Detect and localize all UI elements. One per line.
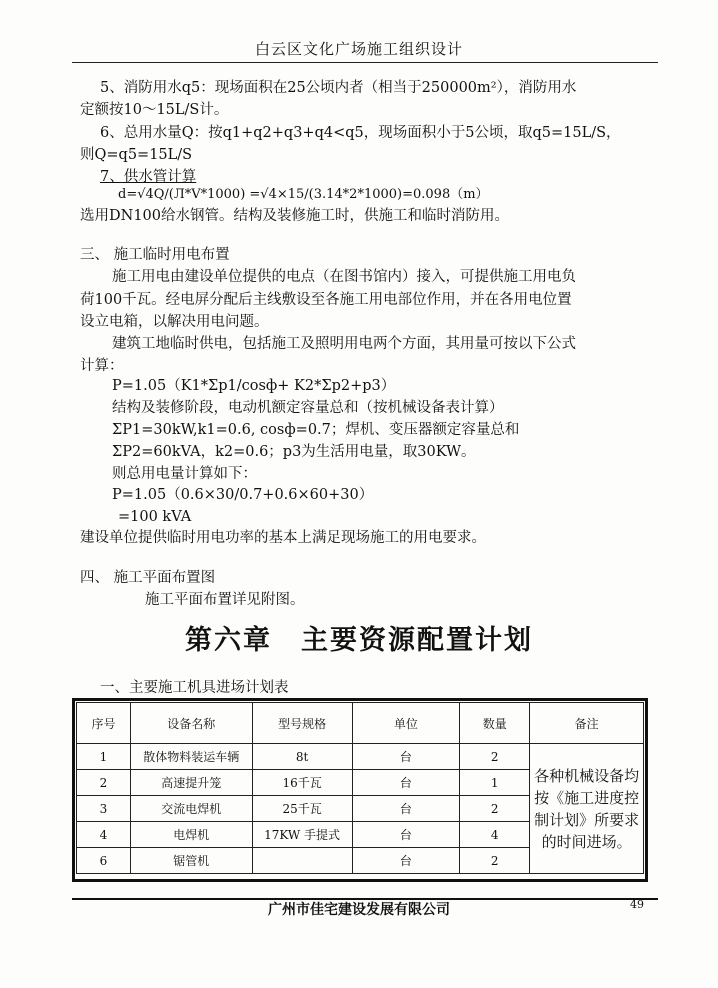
running-header-title: 白云区文化广场施工组织设计 (254, 40, 463, 58)
table-row (77, 744, 644, 770)
text-line: 设立电箱，以解决用电问题。 (80, 314, 269, 330)
section-heading-electric: 三、 施工临时用电布置 (80, 247, 230, 263)
table-cell: 高速提升笼 (130, 770, 252, 796)
table-cell: 台 (352, 744, 460, 770)
table-cell: 散体物料装运车辆 (130, 744, 252, 770)
table-cell: 台 (352, 822, 460, 848)
text-line: 5、消防用水q5：现场面积在25公顷内者（相当于250000m²），消防用水 (100, 80, 577, 96)
table-cell (252, 848, 352, 874)
formula-total-power: P=1.05（0.6×30/0.7+0.6×60+30） (112, 487, 374, 503)
header-cell: 型号规格 (252, 703, 352, 744)
text-line: 6、总用水量Q：按q1+q2+q3+q4<q5，现场面积小于5公顷，取q5=15L/S， (100, 125, 621, 141)
header-rule (72, 62, 658, 63)
table-cell: 2 (77, 770, 131, 796)
formula-pipe-diameter: d=√4Q/(Л*V*1000) =√4×15/(3.14*2*1000)=0.098（m） (118, 187, 489, 202)
text-line: 荷100千瓦。经电屏分配后主线敷设至各施工用电部位作用，并在各用电位置 (80, 292, 572, 308)
header-cell: 备注 (530, 703, 644, 744)
table-cell: 25千瓦 (252, 796, 352, 822)
table-cell: 16千瓦 (252, 770, 352, 796)
text-line: 则Q=q5=15L/S (80, 147, 193, 163)
table-cell: 4 (77, 822, 131, 848)
formula-power: P=1.05（K1*Σp1/cosф+ K2*Σp2+p3） (112, 378, 396, 394)
header-cell: 单位 (352, 703, 460, 744)
table-cell: 2 (460, 796, 530, 822)
formula-result: =100 kVA (118, 509, 192, 525)
table-cell: 2 (460, 848, 530, 874)
table-cell: 6 (77, 848, 131, 874)
header-cell: 设备名称 (130, 703, 252, 744)
table-cell: 4 (460, 822, 530, 848)
table-cell: 1 (77, 744, 131, 770)
table-cell: 2 (460, 744, 530, 770)
table-cell: 交流电焊机 (130, 796, 252, 822)
text-line: 施工平面布置详见附图。 (145, 592, 305, 608)
table-cell: 台 (352, 770, 460, 796)
page-number: 49 (630, 898, 644, 911)
table-header-row (77, 703, 644, 744)
table-cell: 台 (352, 796, 460, 822)
table-cell: 17KW 手提式 (252, 822, 352, 848)
text-line: 计算： (80, 358, 124, 374)
text-line: 选用DN100给水钢管。结构及装修施工时，供施工和临时消防用。 (80, 208, 509, 224)
text-line: 结构及装修阶段，电动机额定容量总和（按机械设备表计算） (112, 400, 504, 416)
table-cell: 3 (77, 796, 131, 822)
equipment-table (76, 702, 644, 874)
table-caption: 一、主要施工机具进场计划表 (100, 680, 289, 696)
subheading-water-pipe: 7、供水管计算 (100, 169, 197, 185)
header-cell: 序号 (77, 703, 131, 744)
footer-company-name: 广州市佳宅建设发展有限公司 (268, 902, 450, 918)
table-cell: 台 (352, 848, 460, 874)
section-heading-site-layout: 四、 施工平面布置图 (80, 570, 216, 586)
table-cell: 电焊机 (130, 822, 252, 848)
text-line: 施工用电由建设单位提供的电点（在图书馆内）接入，可提供施工用电负 (112, 269, 576, 285)
remark-cell: 各种机械设备均按《施工进度控制计划》所要求的时间进场。 (530, 744, 644, 874)
text-line: 建设单位提供临时用电功率的基本上满足现场施工的用电要求。 (80, 530, 486, 546)
text-line: ΣP2=60kVA，k2=0.6；p3为生活用电量，取30KW。 (112, 444, 476, 460)
header-cell: 数量 (460, 703, 530, 744)
text-line: 则总用电量计算如下： (112, 466, 257, 482)
table-cell: 8t (252, 744, 352, 770)
table-cell: 1 (460, 770, 530, 796)
text-line: ΣP1=30kW,k1=0.6, cosф=0.7；焊机、变压器额定容量总和 (112, 422, 520, 438)
chapter-title: 第六章 主要资源配置计划 (185, 625, 533, 656)
table-cell: 锯管机 (130, 848, 252, 874)
text-line: 定额按10～15L/S计。 (80, 102, 229, 118)
text-line: 建筑工地临时供电，包括施工及照明用电两个方面，其用量可按以下公式 (112, 336, 576, 352)
